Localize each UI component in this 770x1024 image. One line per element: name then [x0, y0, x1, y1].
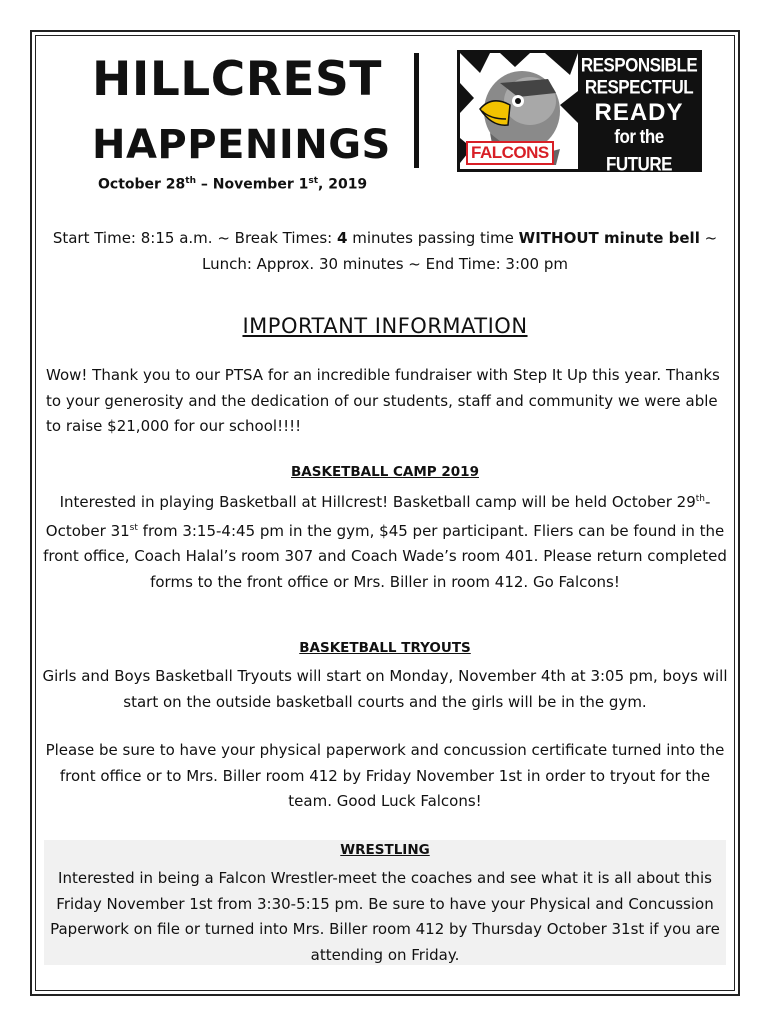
falcon-head-icon [460, 53, 578, 169]
value-ready: READY [594, 99, 684, 126]
wrestling-heading: WRESTLING [340, 842, 430, 858]
falcons-mascot-label: FALCONS [466, 141, 554, 165]
newsletter-title-line2: HAPPENINGS [92, 122, 391, 168]
basketball-camp-text: Interested in playing Basketball at Hillcrest! Basketball camp will be held October 29th-October 31st from 3:15-4:45 pm in the gym, $45 per participant. Fliers can be found in the front office, Coach Halal’s room 307 and Coach Wade’s room 401. Please return completed forms to the front office or Mrs. Biller in room 412. Go Falcons! [43, 493, 727, 591]
ptsa-fundraiser-text: Wow! Thank you to our PTSA for an incredible fundraiser with Step It Up this year. Thanks to your generosity and the dedication of our students, staff and community we were able to raise $21,000 for our school!!!! [46, 366, 720, 435]
title-divider [414, 53, 419, 168]
basketball-camp-heading: BASKETBALL CAMP 2019 [291, 464, 479, 480]
newsletter-title-line1: HILLCREST [92, 52, 382, 107]
basketball-tryouts-paperwork-text: Please be sure to have your physical paperwork and concussion certificate turned into the front office or to Mrs. Biller room 412 by Friday November 1st in order to tryout for the team. Good Luck Falcons! [45, 741, 725, 810]
value-responsible: RESPONSIBLE [580, 54, 698, 77]
newsletter-date-range: October 28th – November 1st, 2019 [98, 176, 368, 193]
school-values [580, 54, 698, 176]
school-schedule: Start Time: 8:15 a.m. ~ Break Times: 4 minutes passing time WITHOUT minute bell ~ Lunch: Approx. 30 minutes ~ End Time: 3:00 pm [52, 229, 718, 273]
value-future: for the FUTURE [606, 125, 672, 176]
wrestling-text: Interested in being a Falcon Wrestler-meet the coaches and see what it is all about this Friday November 1st from 3:30-5:15 pm. Be sure to have your Physical and Concussion Paperwork on file or turned into Mrs. Biller room 412 by Thursday October 31st if you are attending on Friday. [50, 869, 720, 964]
basketball-tryouts-text: Girls and Boys Basketball Tryouts will start on Monday, November 4th at 3:05 pm, boys will start on the outside basketball courts and the girls will be in the gym. [42, 667, 728, 711]
important-information-heading: IMPORTANT INFORMATION [242, 314, 528, 338]
value-respectful: RESPECTFUL [584, 76, 694, 99]
school-logo [457, 50, 702, 176]
basketball-tryouts-heading: BASKETBALL TRYOUTS [299, 640, 471, 656]
